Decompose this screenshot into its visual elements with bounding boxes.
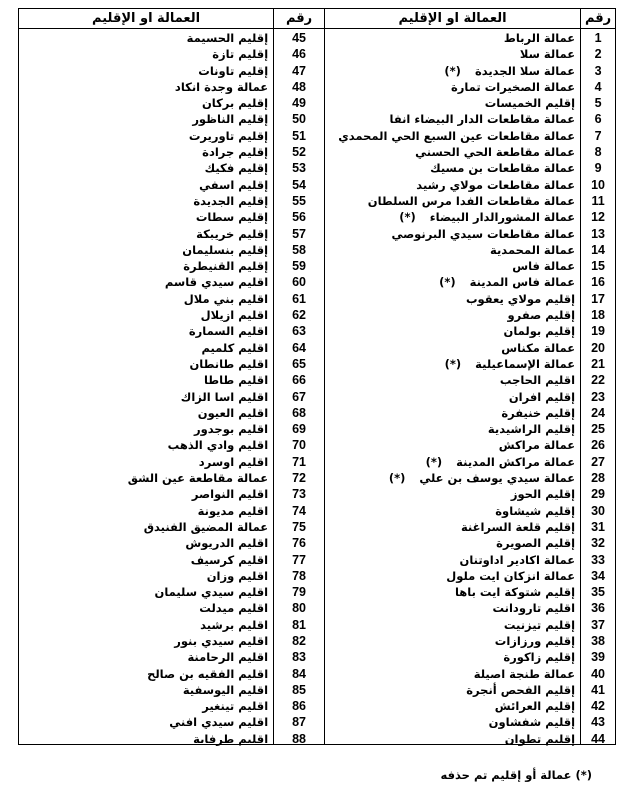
row-number: 62	[292, 308, 306, 323]
name-text: إقليم شفشاون	[488, 715, 576, 730]
row-number: 74	[292, 503, 306, 518]
name-text: إقليم الحوز	[510, 487, 576, 502]
row-name: اقليم طرفاية	[193, 731, 269, 746]
row-number: 88	[292, 731, 306, 746]
right-name-column	[324, 9, 580, 744]
name-text: عمالة مقاطعة الحي الحسني	[415, 145, 576, 160]
row-number: 31	[591, 519, 605, 534]
row-number: 73	[292, 487, 306, 502]
name-text: عمالة مراكش المدينة	[456, 454, 576, 469]
row-name	[325, 226, 580, 242]
name-text: عمالة الصخيرات تمارة	[450, 79, 576, 94]
name-text: عمالة الرباط	[503, 31, 576, 45]
row-name: إقليم فكيك	[204, 161, 269, 176]
name-text: عمالة مقاطعات الفدا مرس السلطان	[367, 193, 576, 208]
row-number: 86	[292, 699, 306, 714]
deleted-marker: (*)	[444, 356, 462, 371]
row-number: 29	[591, 487, 605, 502]
row-name	[325, 437, 580, 453]
row-number: 43	[591, 715, 605, 730]
name-text: عمالة الإسماعيلية	[475, 356, 576, 371]
row-name	[325, 274, 580, 290]
row-name: اقليم وادي الذهب	[167, 438, 269, 453]
row-name	[325, 503, 580, 519]
row-number: 50	[292, 112, 306, 127]
row-name	[325, 405, 580, 421]
row-number: 22	[591, 373, 605, 388]
row-number: 44	[591, 731, 605, 746]
row-number: 64	[292, 340, 306, 355]
row-name	[325, 177, 580, 193]
name-text: عمالة مراكش	[498, 438, 576, 453]
row-name	[325, 535, 580, 551]
row-name: اقليم مديونة	[197, 503, 269, 518]
row-number: 23	[591, 389, 605, 404]
row-number: 79	[292, 585, 306, 600]
name-text: إقليم خنيفرة	[501, 405, 576, 420]
row-number: 85	[292, 682, 306, 697]
name-text: عمالة انزكان ايت ملول	[446, 568, 576, 583]
name-text: إقليم العرائش	[494, 699, 576, 714]
row-number: 27	[591, 454, 605, 469]
name-text: إقليم الفحص أنجرة	[466, 682, 576, 697]
row-number: 84	[292, 666, 306, 681]
row-number: 15	[591, 259, 605, 274]
row-number: 39	[591, 650, 605, 665]
row-number: 57	[292, 226, 306, 241]
row-number: 1	[594, 31, 602, 45]
row-number: 20	[591, 340, 605, 355]
row-number: 48	[292, 79, 306, 94]
row-name	[325, 193, 580, 209]
row-number: 24	[591, 405, 605, 420]
row-name	[325, 160, 580, 176]
row-name	[325, 323, 580, 339]
row-name: اقليم السمارة	[188, 324, 269, 339]
row-name	[325, 95, 580, 111]
name-text: اقليم تارودانت	[492, 601, 576, 616]
row-number: 11	[591, 193, 605, 208]
row-name: اقليم ميدلت	[199, 601, 269, 616]
row-number: 52	[292, 145, 306, 160]
row-number: 49	[292, 96, 306, 111]
name-text: عمالة اكادير اداوتنان	[459, 552, 576, 567]
row-name	[325, 519, 580, 535]
name-text: إقليم تيزنيت	[503, 617, 576, 632]
row-number: 17	[591, 291, 605, 306]
row-number: 66	[292, 373, 306, 388]
row-number: 81	[292, 617, 306, 632]
name-text: إقليم افران	[508, 389, 576, 404]
row-name	[325, 128, 580, 144]
row-number: 60	[292, 275, 306, 290]
name-text: إقليم الصويرة	[496, 536, 576, 551]
row-number: 53	[292, 161, 306, 176]
row-name: إقليم القنيطرة	[183, 259, 269, 274]
row-name: اقليم اوسرد	[198, 454, 269, 469]
row-number: 35	[591, 585, 605, 600]
name-text: إقليم بولمان	[503, 324, 576, 339]
left-number-list	[274, 29, 324, 747]
row-number: 65	[292, 356, 306, 371]
name-text: عمالة طنجة اصيلة	[473, 666, 576, 681]
row-name	[325, 307, 580, 323]
row-name	[325, 649, 580, 665]
row-number: 54	[292, 177, 306, 192]
row-name	[325, 421, 580, 437]
row-name: اقليم اليوسفية	[182, 682, 269, 697]
row-number: 26	[591, 438, 605, 453]
row-number: 38	[591, 633, 605, 648]
row-number: 37	[591, 617, 605, 632]
row-name: اقليم كرسيف	[190, 552, 269, 567]
row-number: 51	[292, 128, 306, 143]
row-name: عمالة وجدة انكاد	[174, 79, 269, 94]
row-name	[325, 144, 580, 160]
row-number: 56	[292, 210, 306, 225]
row-name: اقليم الرحامنة	[187, 650, 269, 665]
row-number: 10	[591, 177, 605, 192]
name-text: عمالة مقاطعات بن مسيك	[430, 161, 576, 176]
row-number: 47	[292, 63, 306, 78]
row-name: إقليم تاوريرت	[188, 128, 269, 143]
row-number: 72	[292, 471, 306, 486]
row-number: 32	[591, 536, 605, 551]
left-name-column	[19, 9, 273, 744]
row-number: 25	[591, 422, 605, 437]
row-number: 30	[591, 503, 605, 518]
footnote: (*) عمالة أو إقليم تم حذفه	[440, 768, 592, 782]
name-text: إقليم تطوان	[504, 731, 576, 746]
row-name	[325, 486, 580, 502]
row-number: 34	[591, 568, 605, 583]
row-name	[325, 291, 580, 307]
row-number: 21	[591, 356, 605, 371]
row-name	[325, 698, 580, 714]
row-number: 68	[292, 405, 306, 420]
row-name	[325, 111, 580, 127]
row-name: اقليم برشيد	[200, 617, 269, 632]
row-number: 59	[292, 259, 306, 274]
right-number-column	[580, 9, 615, 744]
row-number: 77	[292, 552, 306, 567]
row-name: اقليم الدريوش	[185, 536, 269, 551]
row-name: اقليم طانطان	[189, 356, 269, 371]
name-text: عمالة سلا	[519, 47, 576, 62]
row-name: إقليم تاونات	[198, 63, 269, 78]
row-number: 28	[591, 471, 605, 486]
row-number: 6	[594, 112, 602, 127]
row-name: اقليم بوجدور	[194, 422, 269, 437]
left-name-header: العمالة او الإقليم	[19, 9, 273, 29]
row-name: اقليم سيدي سليمان	[154, 585, 269, 600]
row-number: 82	[292, 633, 306, 648]
row-number: 80	[292, 601, 306, 616]
row-name	[325, 568, 580, 584]
row-number: 33	[591, 552, 605, 567]
row-name: إقليم تازة	[212, 47, 269, 62]
row-name: اقليم طاطا	[203, 373, 269, 388]
row-number: 71	[292, 454, 306, 469]
row-number: 4	[594, 79, 602, 94]
name-text: عمالة المحمدية	[490, 242, 576, 257]
row-name: اقليم ازيلال	[200, 308, 269, 323]
row-name	[325, 30, 580, 46]
row-name	[325, 470, 580, 486]
row-name	[325, 258, 580, 274]
name-text: إقليم شتوكة ايت باها	[454, 585, 576, 600]
row-name: عمالة المضيق الفنيدق	[143, 519, 269, 534]
row-name: اقليم تينغير	[202, 699, 269, 714]
name-text: عمالة فاس المدينة	[469, 275, 576, 290]
row-number: 40	[591, 666, 605, 681]
name-text: عمالة سلا الجديدة	[474, 63, 576, 78]
row-name: عمالة مقاطعة عين الشق	[127, 471, 269, 486]
row-name: اقليم وزان	[206, 568, 269, 583]
name-text: إقليم زاكورة	[503, 650, 576, 665]
row-number: 70	[292, 438, 306, 453]
row-number: 58	[292, 242, 306, 257]
row-name: إقليم الجديدة	[193, 193, 269, 208]
name-text: إقليم قلعة السراغنة	[460, 519, 576, 534]
row-name: اقليم بني ملال	[183, 291, 269, 306]
row-number: 14	[591, 242, 605, 257]
row-name	[325, 46, 580, 62]
name-text: إقليم الخميسات	[484, 96, 576, 111]
row-number: 16	[591, 275, 605, 290]
row-number: 46	[292, 47, 306, 62]
row-number: 2	[594, 47, 602, 62]
left-name-list	[19, 29, 273, 747]
row-name	[325, 633, 580, 649]
row-number: 19	[591, 324, 605, 339]
name-text: عمالة مقاطعات عين السبع الحي المحمدي	[338, 128, 576, 143]
row-number: 87	[292, 715, 306, 730]
name-text: إقليم شيشاوة	[495, 503, 576, 518]
deleted-marker: (*)	[444, 63, 461, 78]
row-name: اقليم اسا الزاك	[180, 389, 269, 404]
row-name	[325, 79, 580, 95]
right-name-header: العمالة او الإقليم	[325, 9, 580, 29]
row-number: 83	[292, 650, 306, 665]
row-number: 61	[292, 291, 306, 306]
row-number: 41	[591, 682, 605, 697]
row-name	[325, 682, 580, 698]
row-name: إقليم بنسليمان	[182, 242, 269, 257]
right-number-list	[581, 29, 615, 747]
row-name	[325, 617, 580, 633]
row-number: 78	[292, 568, 306, 583]
row-name: اقليم الفقيه بن صالح	[147, 666, 269, 681]
row-number: 75	[292, 519, 306, 534]
name-text: عمالة فاس	[512, 259, 576, 274]
row-name	[325, 552, 580, 568]
row-name	[325, 731, 580, 747]
row-name	[325, 356, 580, 372]
row-name: إقليم بركان	[201, 96, 269, 111]
row-name	[325, 389, 580, 405]
name-text: إقليم مولاي يعقوب	[465, 291, 576, 306]
row-name	[325, 666, 580, 682]
row-name: إقليم خريبكة	[196, 226, 269, 241]
name-text: إقليم صفرو	[507, 308, 576, 323]
name-text: عمالة مقاطعات الدار البيضاء انفا	[389, 112, 576, 127]
row-number: 67	[292, 389, 306, 404]
row-number: 5	[594, 96, 602, 111]
name-text: عمالة سيدي يوسف بن علي	[419, 471, 576, 486]
row-number: 63	[292, 324, 306, 339]
row-name	[325, 454, 580, 470]
row-number: 18	[591, 308, 605, 323]
right-name-list	[325, 29, 580, 747]
name-text: اقليم الحاجب	[499, 373, 576, 388]
row-name: إقليم الناظور	[192, 112, 269, 127]
row-number: 69	[292, 422, 306, 437]
row-name	[325, 340, 580, 356]
row-name	[325, 209, 580, 225]
row-number: 55	[292, 193, 306, 208]
row-number: 7	[594, 128, 602, 143]
row-name: اقليم سيدي بنور	[174, 633, 269, 648]
row-number: 8	[594, 145, 602, 160]
row-number: 36	[591, 601, 605, 616]
row-name	[325, 63, 580, 79]
row-number: 3	[594, 63, 602, 78]
row-number: 12	[591, 210, 605, 225]
deleted-marker: (*)	[388, 471, 406, 486]
name-text: عمالة المشورالدار البيضاء	[429, 210, 576, 225]
row-name: اقليم العيون	[197, 405, 269, 420]
row-name: إقليم جرادة	[202, 145, 269, 160]
row-number: 76	[292, 536, 306, 551]
row-name: اقليم كلميم	[201, 340, 269, 355]
prefectures-table	[18, 8, 616, 745]
name-text: إقليم الراشيدية	[487, 422, 576, 437]
left-number-column	[273, 9, 324, 744]
row-name: اقليم سيدي قاسم	[164, 275, 269, 290]
row-name	[325, 600, 580, 616]
name-text: عمالة مقاطعات سيدي البرنوصي	[391, 226, 576, 241]
deleted-marker: (*)	[399, 210, 416, 225]
row-number: 9	[594, 161, 602, 176]
row-name	[325, 714, 580, 730]
row-number: 42	[591, 699, 605, 714]
name-text: إقليم ورزازات	[494, 633, 576, 648]
row-name: إقليم اسفي	[199, 177, 269, 192]
row-name	[325, 372, 580, 388]
deleted-marker: (*)	[425, 454, 443, 469]
row-name: اقليم النواصر	[191, 487, 269, 502]
deleted-marker: (*)	[439, 275, 456, 290]
right-number-header: رقم	[581, 9, 615, 29]
row-name	[325, 584, 580, 600]
left-number-header: رقم	[274, 9, 324, 29]
row-name	[325, 242, 580, 258]
row-number: 13	[591, 226, 605, 241]
row-name: إقليم سطات	[195, 210, 269, 225]
row-name: إقليم الحسيمة	[186, 31, 269, 45]
name-text: عمالة مكناس	[501, 340, 576, 355]
name-text: عمالة مقاطعات مولاي رشيد	[416, 177, 576, 192]
row-name: اقليم سيدي افني	[169, 715, 269, 730]
row-number: 45	[292, 31, 306, 45]
